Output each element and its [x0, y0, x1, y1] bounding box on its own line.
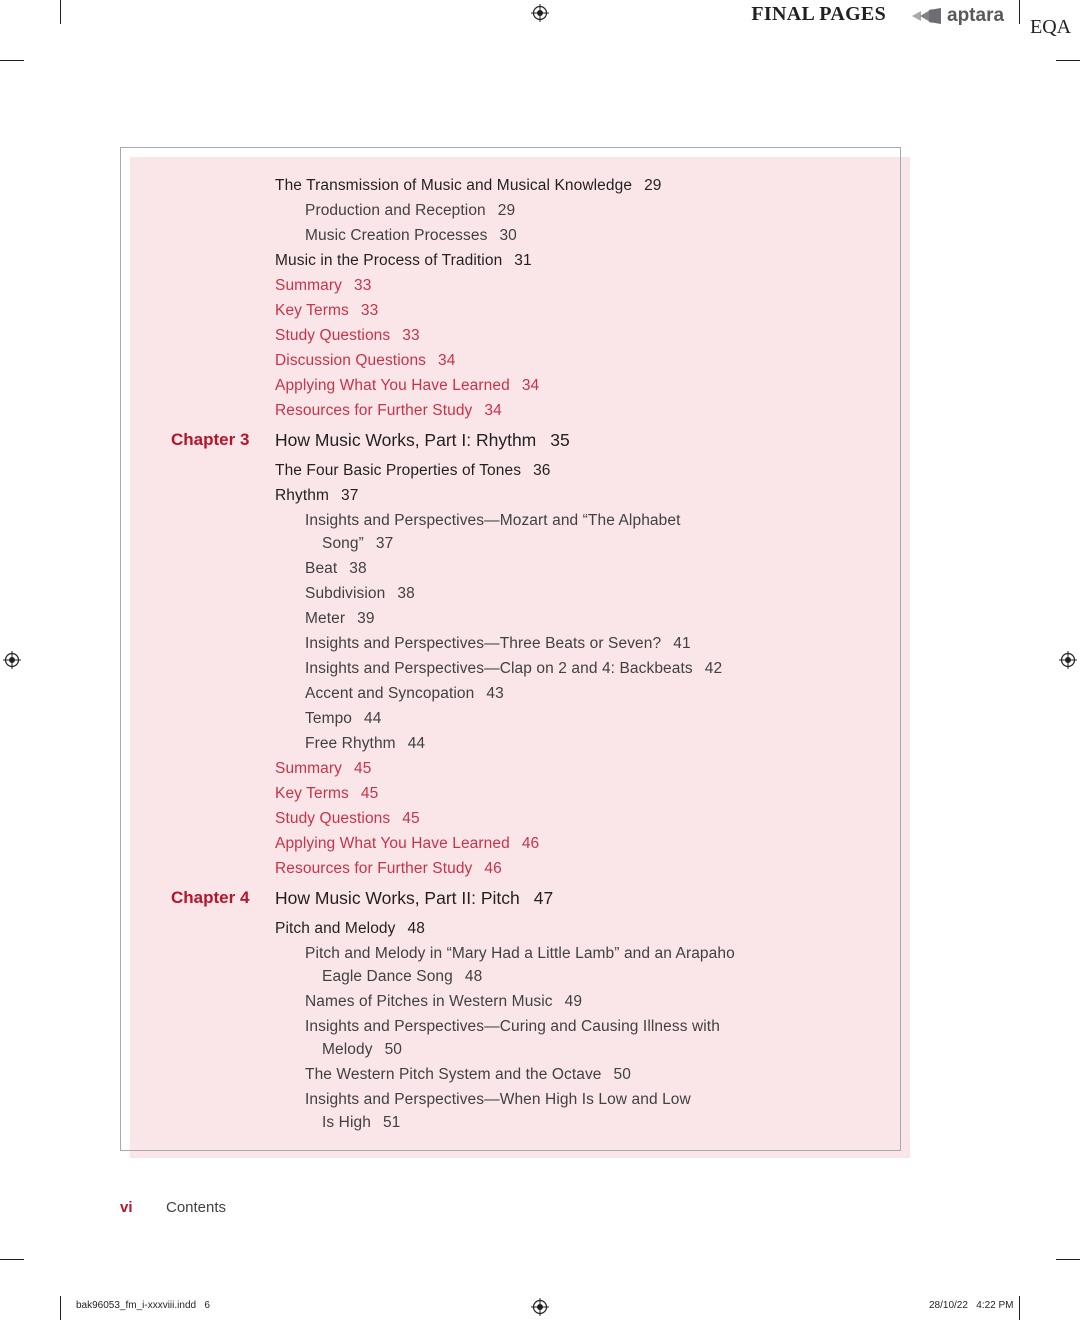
toc-section-entry — [275, 917, 425, 940]
toc-subsection-continuation — [305, 965, 482, 988]
registration-mark-left-icon — [3, 651, 21, 669]
crop-mark-top-right — [1019, 0, 1020, 24]
toc-entry-page: 38 — [349, 560, 367, 577]
toc-end-matter-entry — [275, 399, 502, 422]
toc-subsection-entry — [305, 224, 517, 247]
toc-entry-title: Free Rhythm — [305, 735, 396, 752]
toc-entry-title: Pitch and Melody — [275, 920, 396, 937]
toc-section-entry — [275, 249, 532, 272]
toc-subsection-entry — [305, 632, 691, 655]
toc-end-matter-entry — [275, 374, 539, 397]
toc-entry-title: Music Creation Processes — [305, 227, 488, 244]
toc-subsection-entry — [305, 732, 425, 755]
chapter-4-page: 47 — [533, 888, 554, 908]
toc-subsection-entry — [305, 942, 735, 965]
chapter-4-title — [275, 886, 553, 910]
toc-entry-title: Insights and Perspectives—Clap on 2 and 4: Backbeats — [305, 660, 693, 677]
toc-entry-page: 51 — [382, 1114, 401, 1131]
toc-entry-title: Insights and Perspectives—Mozart and “The Alphabet — [305, 512, 681, 529]
toc-entry-title: Applying What You Have Learned — [275, 377, 510, 394]
toc-entry-title: Song” — [322, 535, 364, 552]
toc-entry-title: Applying What You Have Learned — [275, 835, 510, 852]
toc-entry-title: Beat — [305, 560, 338, 577]
toc-entry-page: 33 — [354, 277, 372, 294]
aptara-logo-text: aptara — [947, 5, 1005, 26]
toc-end-matter-entry — [275, 299, 378, 322]
toc-entry-page: 42 — [704, 660, 723, 677]
toc-subsection-entry — [305, 707, 381, 730]
toc-entry-page: 49 — [564, 993, 583, 1010]
toc-entry-page: 29 — [497, 202, 516, 219]
toc-entry-title: Insights and Perspectives—When High Is Low and Low — [305, 1091, 691, 1108]
toc-subsection-entry — [305, 990, 582, 1013]
toc-entry-title: Music in the Process of Tradition — [275, 252, 503, 269]
chapter-3-label: Chapter 3 — [171, 430, 250, 449]
eqa-tag: EQA — [1030, 16, 1072, 38]
toc-subsection-entry — [305, 657, 722, 680]
toc-entry-page: 41 — [673, 635, 691, 652]
toc-end-matter-entry — [275, 349, 456, 372]
toc-entry-title: The Four Basic Properties of Tones — [275, 462, 522, 479]
toc-entry-page: 50 — [613, 1066, 631, 1083]
toc-entry-title: Rhythm — [275, 487, 330, 504]
crop-mark-left-top — [0, 60, 24, 61]
running-head: Contents — [166, 1199, 227, 1216]
aptara-logo-icon — [912, 7, 942, 25]
crop-mark-right-bottom — [1056, 1259, 1080, 1260]
chapter-4-label: Chapter 4 — [171, 888, 250, 907]
toc-subsection-entry — [305, 682, 504, 705]
toc-subsection-continuation — [305, 1111, 400, 1134]
toc-end-matter-entry — [275, 807, 420, 830]
toc-end-matter-entry — [275, 274, 371, 297]
toc-entry-title: Melody — [322, 1041, 373, 1058]
toc-entry-page: 45 — [354, 760, 372, 777]
toc-entry-page: 46 — [521, 835, 540, 852]
toc-entry-title: Summary — [275, 760, 343, 777]
toc-entry-page: 33 — [360, 302, 379, 319]
toc-subsection-entry — [305, 509, 680, 532]
chapter-3-title-text: How Music Works, Part I: Rhythm — [275, 430, 537, 450]
aptara-logo — [912, 3, 1004, 29]
chapter-3-page: 35 — [550, 430, 570, 450]
toc-subsection-entry — [305, 1015, 720, 1038]
toc-entry-title: The Transmission of Music and Musical Knowledge — [275, 177, 633, 194]
toc-entry-title: Study Questions — [275, 327, 391, 344]
toc-entry-page: 36 — [533, 462, 551, 479]
toc-entry-page: 31 — [514, 252, 532, 269]
toc-subsection-continuation — [305, 532, 393, 555]
toc-end-matter-entry — [275, 832, 539, 855]
toc-entry-title: The Western Pitch System and the Octave — [305, 1066, 602, 1083]
toc-entry-page: 37 — [341, 487, 359, 504]
toc-entry-page: 34 — [438, 352, 456, 369]
final-pages-stamp: FINAL PAGES — [751, 3, 886, 25]
toc-subsection-entry — [305, 1088, 691, 1111]
toc-entry-title: Key Terms — [275, 785, 349, 802]
toc-entry-title: Key Terms — [275, 302, 349, 319]
slug-date-info — [929, 1300, 1014, 1311]
toc-subsection-entry — [305, 557, 367, 580]
toc-entry-title: Summary — [275, 277, 343, 294]
toc-subsection-entry — [305, 1063, 631, 1086]
toc-entry-page: 33 — [402, 327, 420, 344]
toc-entry-page: 46 — [484, 860, 502, 877]
toc-entry-title: Names of Pitches in Western Music — [305, 993, 553, 1010]
toc-entry-title: Resources for Further Study — [275, 402, 473, 419]
toc-entry-page: 38 — [397, 585, 415, 602]
toc-entry-page: 45 — [360, 785, 379, 802]
toc-section-entry — [275, 459, 551, 482]
toc-entry-page: 29 — [644, 177, 662, 194]
toc-entry-title: Study Questions — [275, 810, 391, 827]
toc-entry-title: Meter — [305, 610, 346, 627]
toc-section-entry — [275, 174, 662, 197]
toc-entry-title: Tempo — [305, 710, 353, 727]
toc-entry-page: 43 — [486, 685, 504, 702]
toc-entry-title: Pitch and Melody in “Mary Had a Little Lamb” and an Arapaho — [305, 945, 735, 962]
toc-entry-title: Production and Reception — [305, 202, 486, 219]
toc-end-matter-entry — [275, 757, 371, 780]
slug-file-info — [76, 1300, 210, 1311]
toc-entry-title: Insights and Perspectives—Curing and Causing Illness with — [305, 1018, 720, 1035]
toc-entry-page: 34 — [484, 402, 502, 419]
toc-entry-page: 45 — [402, 810, 420, 827]
toc-entry-page: 34 — [521, 377, 540, 394]
slug-date-text: 28/10/22 4:22 PM — [929, 1300, 1014, 1311]
toc-entry-page: 48 — [407, 920, 425, 937]
registration-mark-right-icon — [1059, 651, 1077, 669]
crop-mark-bottom-left — [60, 1296, 61, 1320]
toc-subsection-entry — [305, 607, 375, 630]
toc-section-entry — [275, 484, 358, 507]
toc-entry-page: 30 — [499, 227, 517, 244]
toc-entry-title: Is High — [322, 1114, 371, 1131]
crop-mark-left-bottom — [0, 1259, 24, 1260]
toc-entry-page: 37 — [375, 535, 394, 552]
toc-entry-title: Resources for Further Study — [275, 860, 473, 877]
toc-entry-title: Eagle Dance Song — [322, 968, 453, 985]
slug-file-text: bak96053_fm_i-xxxviii.indd 6 — [76, 1300, 210, 1311]
toc-subsection-entry — [305, 199, 515, 222]
toc-end-matter-entry — [275, 324, 420, 347]
registration-mark-bottom-icon — [531, 1298, 549, 1316]
toc-subsection-continuation — [305, 1038, 402, 1061]
chapter-4-title-text: How Music Works, Part II: Pitch — [275, 888, 520, 908]
crop-mark-bottom-right — [1019, 1296, 1020, 1320]
toc-entry-title: Subdivision — [305, 585, 386, 602]
toc-end-matter-entry — [275, 782, 378, 805]
crop-mark-right-top — [1056, 60, 1080, 61]
registration-mark-top-icon — [531, 4, 549, 22]
toc-entry-page: 44 — [364, 710, 382, 727]
crop-mark-top-left — [60, 0, 61, 24]
toc-entry-page: 48 — [464, 968, 483, 985]
toc-entry-title: Insights and Perspectives—Three Beats or Seven? — [305, 635, 662, 652]
chapter-3-title — [275, 428, 570, 452]
toc-subsection-entry — [305, 582, 415, 605]
toc-entry-page: 44 — [407, 735, 426, 752]
toc-entry-page: 39 — [357, 610, 375, 627]
page-folio: vi — [120, 1199, 133, 1216]
toc-entry-title: Discussion Questions — [275, 352, 427, 369]
toc-entry-title: Accent and Syncopation — [305, 685, 475, 702]
toc-entry-page: 50 — [384, 1041, 403, 1058]
toc-end-matter-entry — [275, 857, 502, 880]
